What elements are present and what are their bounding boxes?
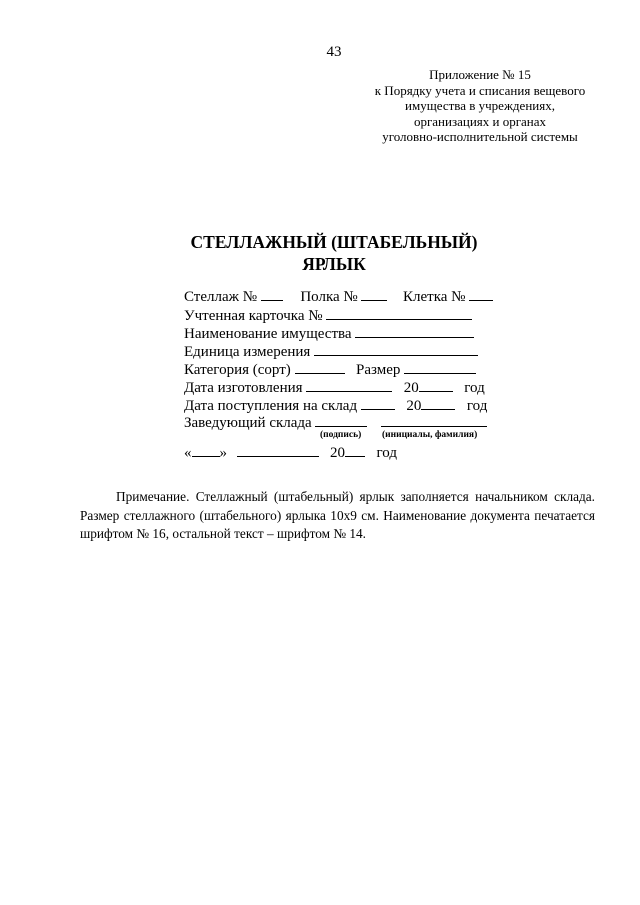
shelf-field[interactable] (361, 287, 387, 301)
date-open-quote: « (184, 445, 192, 461)
appendix-line: Приложение № 15 (429, 67, 531, 82)
shelf-label: Полка № (300, 289, 358, 305)
title-line-1: СТЕЛЛАЖНЫЙ (ШТАБЕЛЬНЫЙ) (190, 232, 478, 252)
property-label: Наименование имущества (184, 326, 352, 342)
appendix-line: организациях и органах (413, 113, 547, 129)
document-title (0, 231, 640, 275)
date-year-field[interactable] (345, 443, 365, 457)
manufacture-date-field[interactable] (306, 378, 392, 392)
manager-label: Заведующий склада (184, 415, 312, 431)
date-year-suffix: год (376, 445, 397, 461)
date-year-prefix: 20 (330, 445, 345, 461)
manufacture-label: Дата изготовления (184, 380, 303, 396)
manufacture-year-suffix: год (464, 380, 485, 396)
manufacture-date-row (184, 378, 485, 397)
signature-caption: (подпись) (320, 430, 362, 440)
appendix-header (360, 67, 600, 145)
appendix-line: имущества в учреждениях, (405, 98, 555, 113)
initials-caption: (инициалы, фамилия) (382, 430, 478, 440)
property-field[interactable] (355, 324, 474, 338)
rack-label: Стеллаж № (184, 289, 258, 305)
date-close-quote: » (219, 445, 227, 461)
category-label: Категория (сорт) (184, 362, 291, 378)
day-field[interactable] (192, 443, 220, 457)
category-field[interactable] (295, 360, 345, 374)
card-label: Учтенная карточка № (184, 308, 323, 324)
signature-field[interactable] (315, 413, 367, 427)
manufacture-year-field[interactable] (419, 378, 453, 392)
note-paragraph (80, 488, 595, 544)
manufacture-year-prefix: 20 (403, 380, 419, 396)
unit-row (184, 342, 478, 361)
rack-shelf-cell-row (184, 287, 493, 306)
cell-field[interactable] (469, 287, 493, 301)
size-field[interactable] (404, 360, 476, 374)
note-text: Примечание. Стеллажный (штабельный) ярлык заполняется начальником склада. Размер стеллажного (штабельного) ярлыка 10х9 см. Наименование документа печатается шрифтом № 16, остальной текст – шрифтом № 14. (80, 489, 595, 541)
appendix-line: уголовно-исполнительной системы (382, 129, 578, 144)
receipt-year-suffix: год (466, 398, 488, 414)
receipt-year-field[interactable] (421, 396, 455, 410)
category-size-row (184, 360, 476, 379)
initials-field[interactable] (381, 413, 487, 427)
issue-date-row (184, 443, 397, 462)
card-field[interactable] (326, 306, 472, 320)
receipt-label: Дата поступления на склад (184, 398, 358, 414)
cell-label: Клетка № (402, 289, 466, 305)
card-row (184, 306, 472, 325)
appendix-line: к Порядку учета и списания вещевого (374, 82, 586, 98)
month-field[interactable] (237, 443, 319, 457)
unit-label: Единица измерения (184, 344, 311, 360)
size-label: Размер (356, 362, 401, 378)
unit-field[interactable] (314, 342, 478, 356)
title-line-2: ЯРЛЫК (302, 254, 366, 274)
receipt-date-field[interactable] (361, 396, 395, 410)
receipt-year-prefix: 20 (406, 398, 422, 414)
property-row (184, 324, 474, 343)
page-number: 43 (326, 44, 342, 60)
rack-field[interactable] (261, 287, 283, 301)
